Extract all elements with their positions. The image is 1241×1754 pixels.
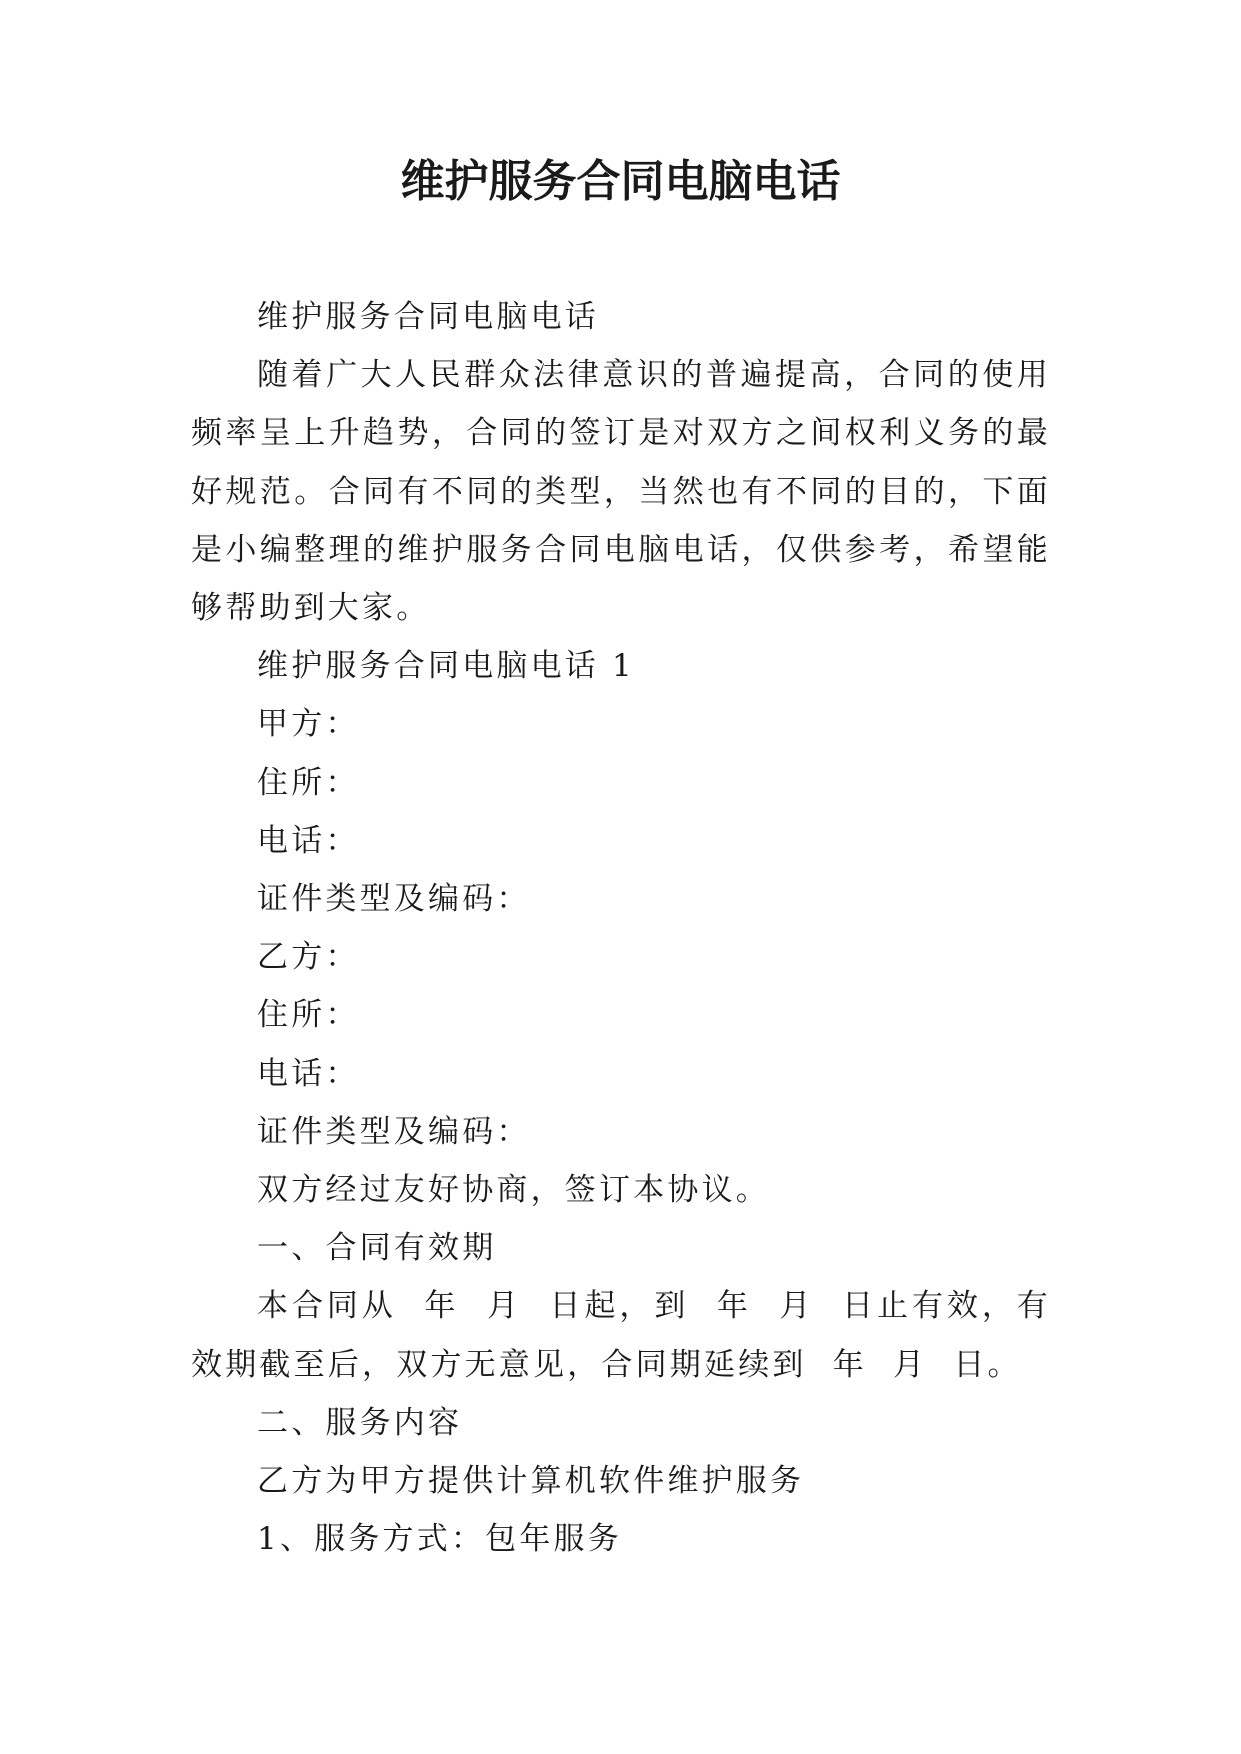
document-title: 维护服务合同电脑电话 bbox=[400, 156, 841, 207]
party-a-address-label: 住所： bbox=[257, 764, 360, 801]
party-a-id-label: 证件类型及编码： bbox=[257, 881, 531, 918]
section-heading-validity: 一、合同有效期 bbox=[257, 1230, 497, 1267]
paragraph-contract-heading: 维护服务合同电脑电话 1 bbox=[257, 648, 635, 685]
paragraph-subtitle: 维护服务合同电脑电话 bbox=[257, 299, 599, 335]
party-b-phone-label: 电话： bbox=[257, 1055, 360, 1092]
party-a-phone-label: 电话： bbox=[257, 822, 360, 859]
paragraph-validity: 本合同从 年 月 日起，到 年 月 日止有效，有效期截至后，双方无意见，合同期延续到 年 月 日。 bbox=[191, 1288, 1051, 1383]
paragraph-agreement: 双方经过友好协商，签订本协议。 bbox=[257, 1172, 770, 1209]
document-body bbox=[191, 288, 1051, 1568]
party-b-id-label: 证件类型及编码： bbox=[257, 1113, 531, 1150]
section-heading-service: 二、服务内容 bbox=[257, 1404, 463, 1441]
paragraph-service-method: 1、服务方式：包年服务 bbox=[257, 1521, 622, 1558]
paragraph-service: 乙方为甲方提供计算机软件维护服务 bbox=[257, 1463, 805, 1500]
party-b-label: 乙方： bbox=[257, 939, 360, 976]
party-a-label: 甲方： bbox=[257, 706, 360, 743]
party-b-address-label: 住所： bbox=[257, 997, 360, 1034]
paragraph-intro: 随着广大人民群众法律意识的普遍提高，合同的使用频率呈上升趋势，合同的签订是对双方之间权利义务的最好规范。合同有不同的类型，当然也有不同的目的，下面是小编整理的维护服务合同电脑电话，仅供参考，希望能够帮助到大家。 bbox=[191, 357, 1051, 627]
